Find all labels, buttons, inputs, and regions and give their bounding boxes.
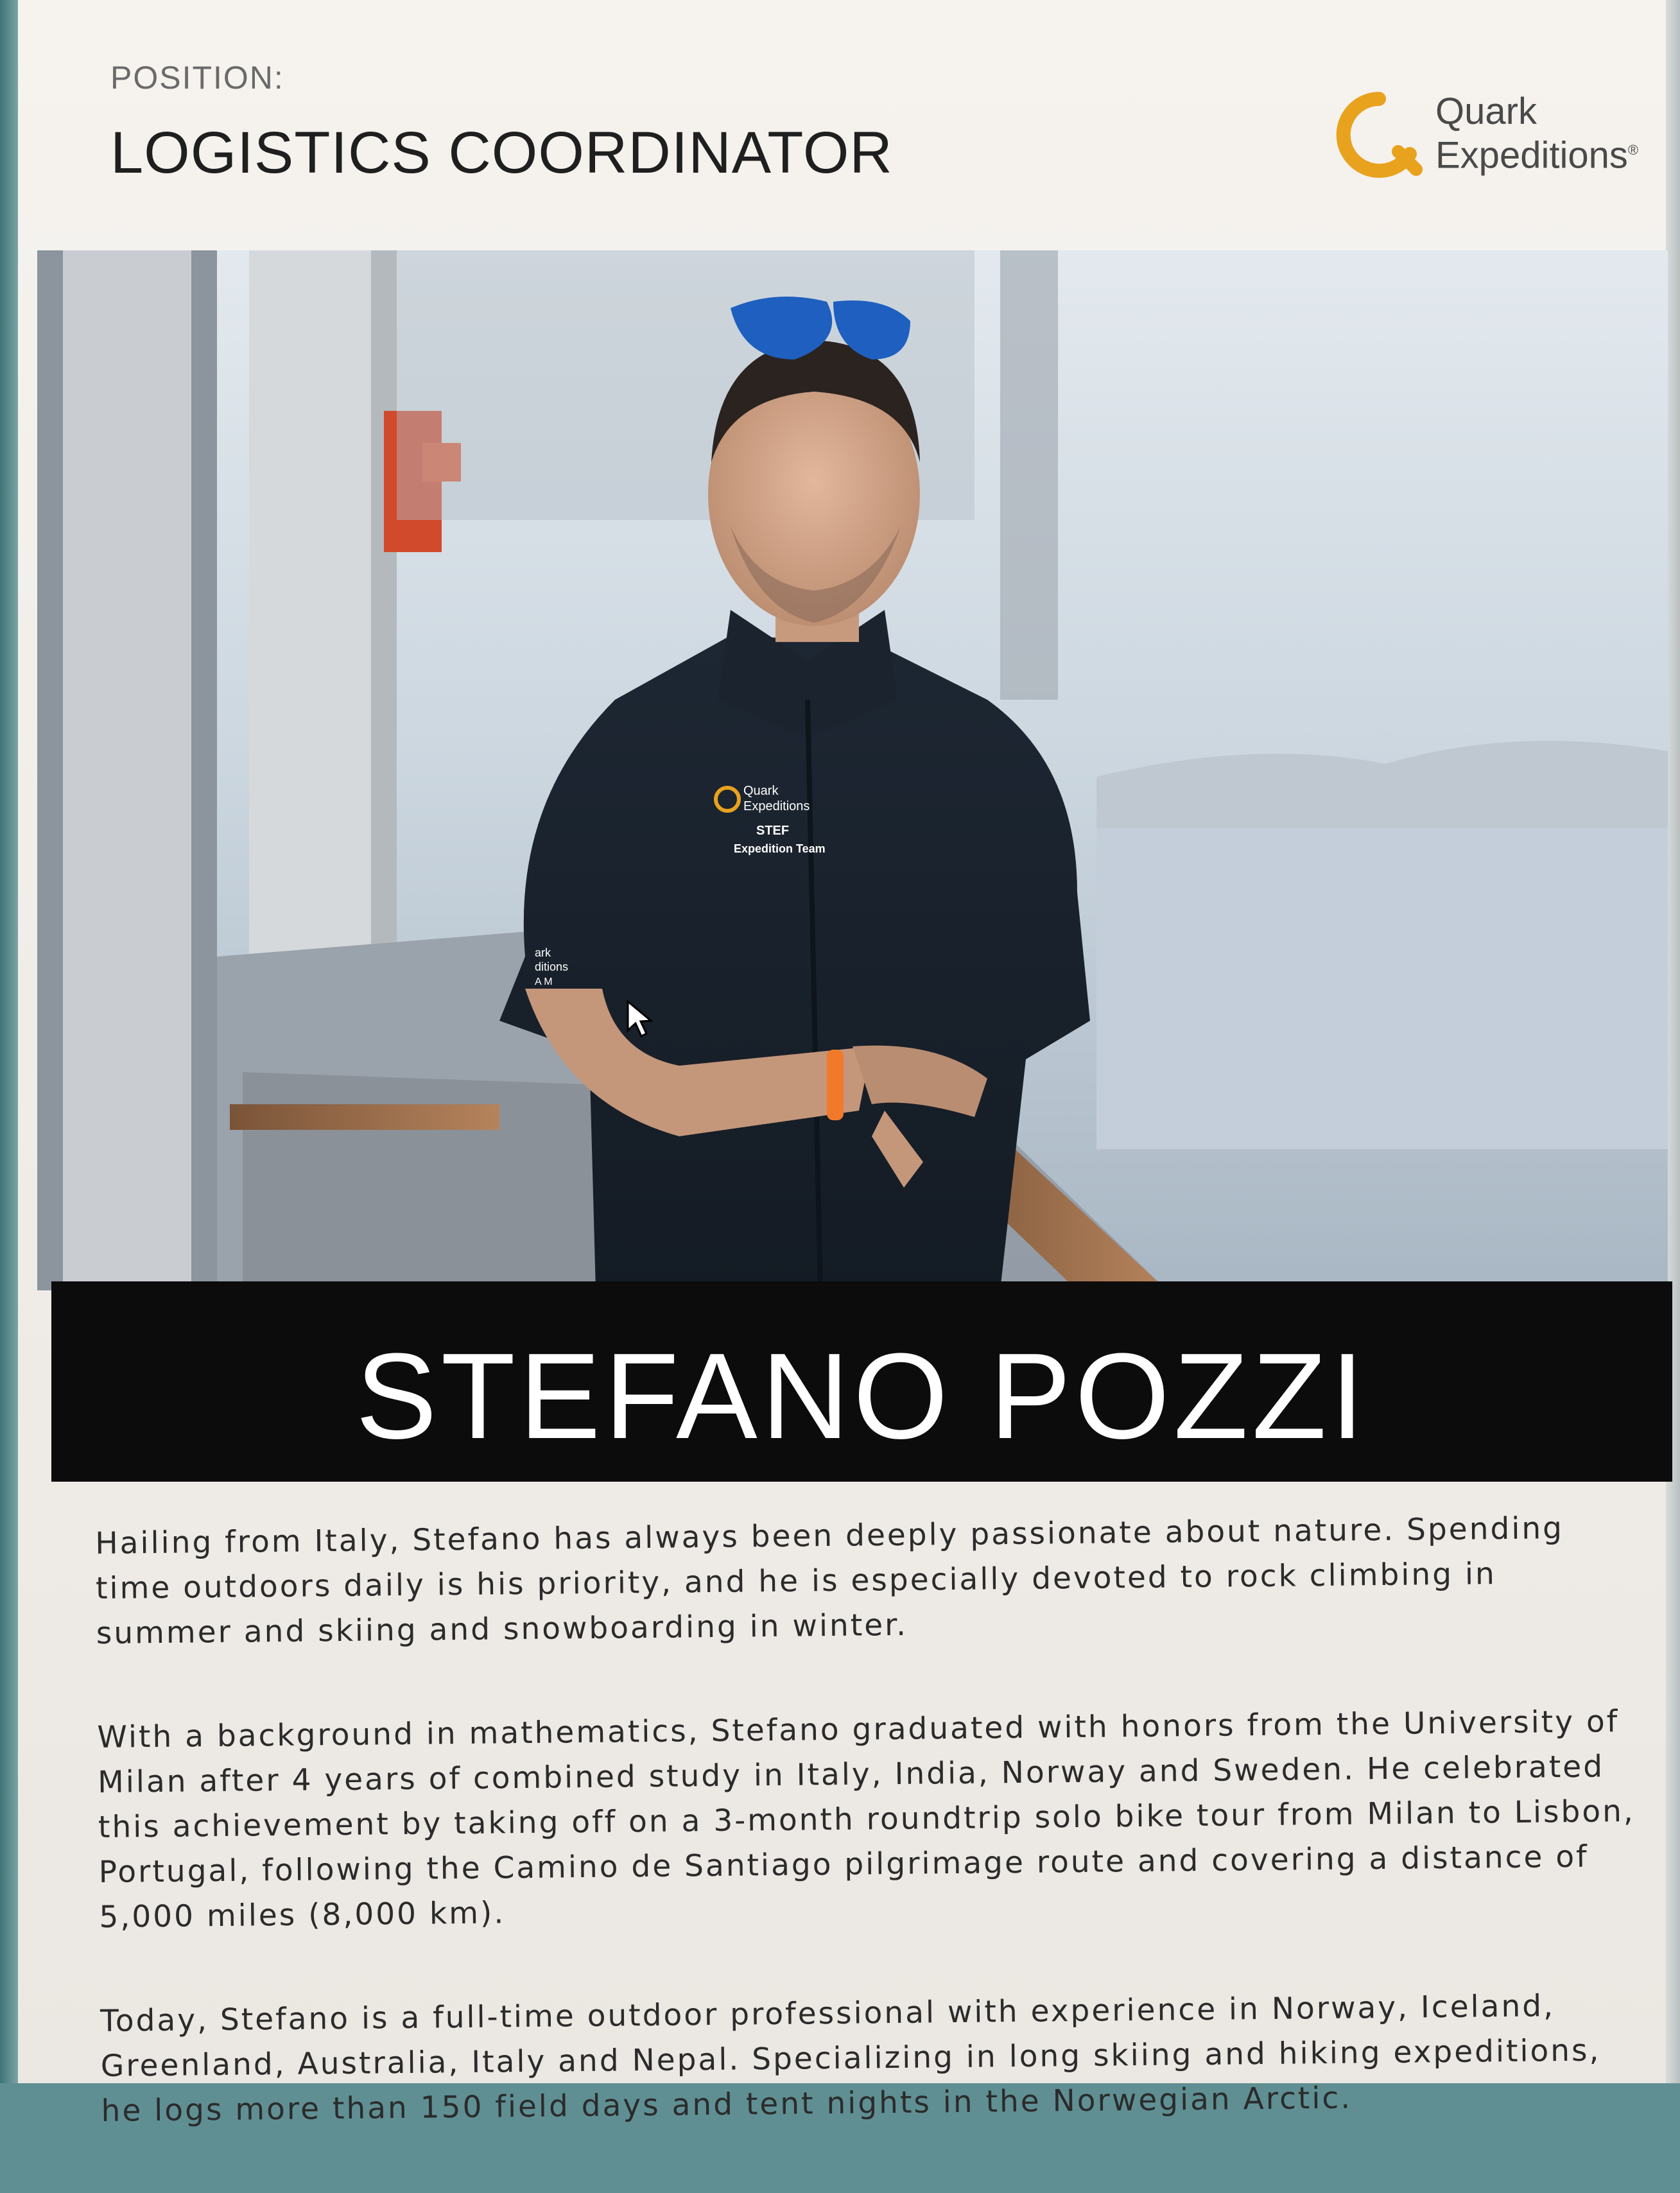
registered-mark: ® bbox=[1627, 142, 1639, 158]
name-banner bbox=[51, 1281, 1672, 1482]
jacket-brand-line-1: Quark bbox=[743, 784, 779, 798]
sleeve-text-line-2: ditions bbox=[535, 960, 569, 973]
sleeve-text-line-1: ark bbox=[535, 946, 551, 959]
jacket-brand-line-2: Expeditions bbox=[743, 799, 810, 813]
bio-paragraph-1: Hailing from Italy, Stefano has always been deeply passionate about nature. Spending time outdoors daily is his priority, and he is especially devoted to rock climbing in summer and skiing and snowboarding in winter. bbox=[95, 1511, 1564, 1651]
bio-text bbox=[95, 1505, 1642, 2134]
position-label: POSITION: bbox=[110, 60, 284, 96]
profile-document-page bbox=[18, 0, 1666, 2129]
jacket-name: STEF bbox=[756, 824, 790, 838]
screen-bezel-right bbox=[1666, 0, 1680, 2083]
quark-expeditions-logo bbox=[1334, 83, 1655, 186]
logo-wordmark bbox=[1435, 92, 1638, 175]
position-title: LOGISTICS COORDINATOR bbox=[110, 120, 893, 186]
logo-line-2-text: Expeditions bbox=[1435, 134, 1628, 177]
screen-bezel-left bbox=[0, 0, 18, 2083]
bio-section bbox=[95, 1511, 1636, 2193]
person-name: STEFANO POZZI bbox=[355, 1328, 1369, 1464]
sleeve-text-line-3: A M bbox=[535, 976, 553, 987]
jacket-team: Expedition Team bbox=[734, 842, 826, 855]
bio-paragraph-3: Today, Stefano is a full-time outdoor professional with experience in Norway, Iceland, Greenland, Australia, Italy and Nepal. Specializing in long skiing and hiking expeditions, he logs more than 150 field days and tent nights in the Norwegian Arctic. bbox=[100, 1988, 1601, 2129]
portrait-photo-illustration bbox=[37, 250, 1668, 1290]
bio-paragraph-2: With a background in mathematics, Stefano graduated with honors from the University of Milan after 4 years of combined study in Italy, India, Norway and Sweden. He celebrated this achievement by taking off on a 3-month roundtrip solo bike tour from Milan to Lisbon, Portugal, following the Camino de Santiago pilgrimage route and covering a distance of 5,000 miles (8,000 km). bbox=[97, 1704, 1636, 1935]
logo-line-2 bbox=[1435, 131, 1638, 175]
portrait-photo bbox=[37, 250, 1668, 1290]
quark-expeditions-logo-icon bbox=[1334, 90, 1424, 180]
logo-line-1: Quark bbox=[1435, 91, 1537, 132]
